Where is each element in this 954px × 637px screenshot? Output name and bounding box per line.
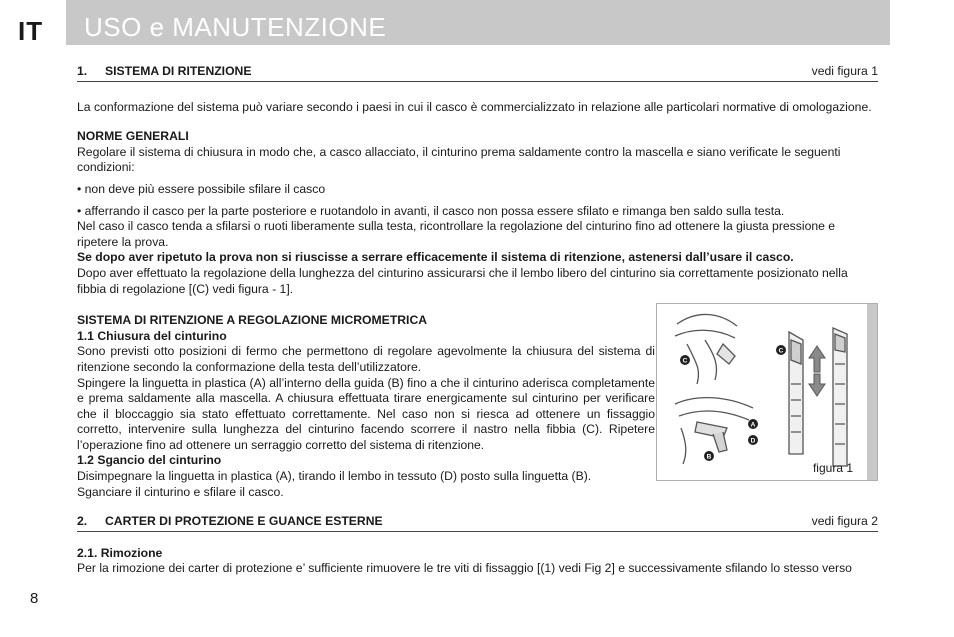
section-1-title: SISTEMA DI RITENZIONE [105, 64, 252, 78]
section-2-header [77, 514, 878, 532]
subsection-1-2-para-2: Sganciare il cinturino e sfilare il casco. [77, 484, 284, 499]
general-rules-text: Regolare il sistema di chiusura in modo che, a casco allacciato, il cinturino prema saldamente contro la mascella e siano verificate le seguenti condizioni: [77, 144, 841, 175]
section-1-intro: La conformazione del sistema può variare secondo i paesi in cui il casco è commercializzato in relazione alle particolari normative di omologazione. [77, 99, 872, 114]
general-rules-bullet-1: • non deve più essere possibile sfilare il casco [77, 181, 326, 196]
figure-label-a: A [750, 421, 756, 429]
figure-1-caption: figura 1 [812, 460, 853, 475]
micrometric-text [77, 313, 655, 500]
section-2-number: 2. [77, 514, 88, 529]
general-rules-bullet-2: • afferrando il casco per la parte posteriore e ruotandolo in avanti, il casco non possa essere sfilato e rimanga ben saldo sulla testa. [77, 203, 785, 218]
subsection-2-1-title: 2.1. Rimozione [77, 545, 163, 560]
general-rules-title: NORME GENERALI [77, 129, 189, 144]
section-1-header [77, 64, 878, 82]
figure-label-d: D [750, 437, 756, 445]
subsection-1-2-para-1: Disimpegnare la linguetta in plastica (A), tirando il lembo in tessuto (D) posto sulla linguetta (B). [77, 469, 592, 484]
section-1-number: 1. [77, 64, 88, 78]
language-code: IT [18, 16, 44, 46]
section-1-figure-ref: vedi figura 1 [811, 64, 878, 78]
figure-1 [656, 303, 878, 481]
micrometric-section [77, 313, 878, 500]
section-2-title: CARTER DI PROTEZIONE E GUANCE ESTERNE [105, 514, 383, 529]
general-rules-para-1: Nel caso il casco tenda a sfilarsi o ruoti liberamente sulla testa, ricontrollare la regolazione del cinturino fino ad ottenere la giusta pressione e ripetere la prova. [77, 219, 836, 249]
general-rules-para-2: Dopo aver effettuato la regolazione della lunghezza del cinturino assicurarsi che il lembo libero del cinturino sia correttamente posizionato nella fibbia di regolazione [(C) vedi figura - 1]. [77, 265, 848, 296]
chin-strap-illustration [657, 304, 867, 480]
subsection-1-1-para-1: Sono previsti otto posizioni di fermo che permettono di regolare agevolmente la chiusura del sistema di ritenzione secondo la conformazione della testa dell’utilizzatore. [77, 344, 655, 374]
section-2-figure-ref: vedi figura 2 [811, 514, 878, 529]
subsection-2-1-text: Per la rimozione dei carter di protezione e’ sufficiente rimuovere le tre viti di fissaggio [(1) vedi Fig 2] e successivamente sfilando lo stesso verso [77, 561, 852, 576]
subsection-1-1-title: 1.1 Chiusura del cinturino [77, 328, 227, 343]
page-title: USO e MANUTENZIONE [84, 12, 387, 42]
micrometric-title: SISTEMA DI RITENZIONE A REGOLAZIONE MICROMETRICA [77, 313, 428, 328]
document-body [77, 64, 878, 577]
subsection-1-1-para-2: Spingere la linguetta in plastica (A) all’interno della guida (B) fino a che il cinturino aderisca completamente e prema saldamente alla mascella. A chiusura effettuata tirare energicamente sul cinturino per verificare che il bloccaggio sia stato effettuato correttamente. Nel caso non si riesca ad ottenere un fissaggio corretto, intervenire sulla lunghezza del cinturino facendo scorrere il nastro nella fibbia (C). Ripetere l’operazione fino ad ottenere un serraggio corretto del sistema di ritenzione. [77, 375, 655, 452]
figure-side-bar [867, 304, 877, 480]
header-banner [66, 0, 890, 45]
figure-label-c-2: C [778, 347, 784, 355]
page-number: 8 [30, 590, 39, 607]
subsection-1-2-title: 1.2 Sgancio del cinturino [77, 453, 222, 468]
general-rules-warning: Se dopo aver ripetuto la prova non si riuscisse a serrare efficacemente il sistema di ritenzione, astenersi dall’usare il casco. [77, 250, 794, 265]
figure-label-b: B [706, 453, 712, 461]
figure-label-c-1: C [682, 357, 688, 365]
